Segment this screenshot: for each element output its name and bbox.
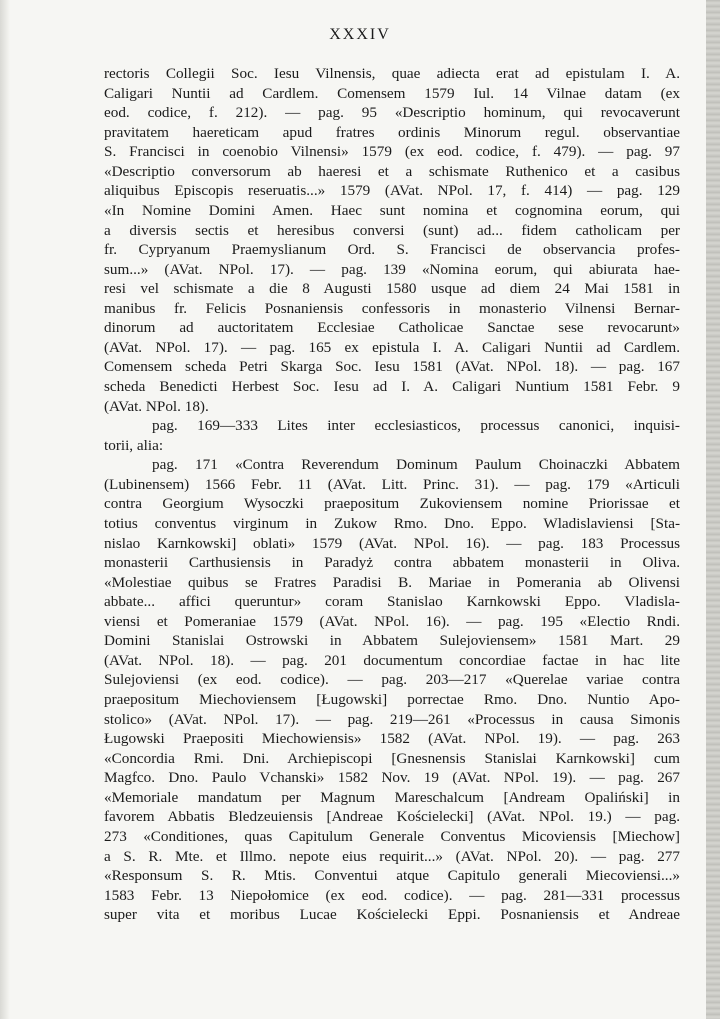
text-line: (AVat. NPol. 17). — pag. 165 ex epistula I. A. Caligari Nuntii ad Cardlem. [104, 338, 680, 356]
text-line: S. Francisci in coenobio Vilnensi» 1579 (ex eod. codice, f. 479). — pag. 97 [104, 143, 680, 161]
text-line: torii, alia: [104, 436, 164, 454]
scan-left-edge [0, 0, 10, 1019]
text-line: «Responsum S. R. Mtis. Conventui atque Capitulo generali Miecoviensi...» [104, 867, 680, 885]
text-line: Sulejoviensi (ex eod. codice). — pag. 203—217 «Querelae variae contra [104, 671, 680, 689]
text-line: «Descriptio conversorum ab haeresi et a schismate Ruthenico et a casibus [104, 162, 680, 180]
text-line: a diversis sectis et heresibus conversi (sunt) ad... fidem catholicam per [104, 221, 680, 239]
text-line: eod. codice, f. 212). — pag. 95 «Descriptio hominum, qui revocaverunt [104, 104, 680, 122]
text-line: (AVat. NPol. 18). [104, 397, 209, 415]
text-line: fr. Cypryanum Praemyslianum Ord. S. Francisci de observancia profes- [104, 241, 680, 259]
text-line: «Molestiae quibus se Fratres Paradisi B. Mariae in Pomerania ab Olivensi [104, 573, 680, 591]
text-line: pravitatem haereticam apud fratres ordinis Minorum regul. observantiae [104, 123, 680, 141]
text-line: abbate... affici queruntur» coram Stanislao Karnkowski Eppo. Vladisla- [104, 593, 680, 611]
text-line: Domini Stanislai Ostrowski in Abbatem Sulejoviensem» 1581 Mart. 29 [104, 632, 680, 650]
text-line: praepositum Miechoviensem [Ługowski] porrectae Rmo. Dno. Nuntio Apo- [104, 691, 680, 708]
text-line: Ługowski Praepositi Miechowiensis» 1582 (AVat. NPol. 19). — pag. 263 [104, 730, 680, 748]
text-line: nislao Karnkowski] oblati» 1579 (AVat. NPol. 16). — pag. 183 Processus [104, 534, 680, 552]
text-line: totius conventus virginum in Zukow Rmo. Dno. Eppo. Wladislaviensi [Sta- [104, 514, 680, 532]
text-line: dinorum ad auctoritatem Ecclesiae Catholicae Sanctae sese revocarunt» [104, 319, 680, 337]
text-line: «Concordia Rmi. Dni. Archiepiscopi [Gnesnensis Stanislai Karnkowski] cum [104, 749, 680, 767]
text-line: favorem Abbatis Bledzeuiensis [Andreae Kościelecki] (AVat. NPol. 19.) — pag. [104, 808, 680, 826]
page-number: XXXIV [329, 26, 391, 43]
text-line: Magfco. Dno. Paulo Vchanski» 1582 Nov. 19 (AVat. NPol. 19). — pag. 267 [104, 769, 680, 787]
text-line: super vita et moribus Lucae Kościelecki Eppi. Posnaniensis et Andreae [104, 906, 680, 924]
text-line: 273 «Conditiones, quas Capitulum Generale Conventus Micoviensis [Miechow] [104, 827, 680, 845]
text-line: rectoris Collegii Soc. Iesu Vilnensis, quae adiecta erat ad epistulam I. A. [104, 65, 680, 82]
text-line: a S. R. Mte. et Illmo. nepote eius requirit...» (AVat. NPol. 20). — pag. 277 [104, 847, 680, 865]
text-line: Comensem scheda Petri Skarga Soc. Iesu 1581 (AVat. NPol. 18). — pag. 167 [104, 358, 680, 376]
text-line: resi vel schismate a die 8 Augusti 1580 usque ad diem 24 Mai 1581 in [104, 280, 680, 298]
text-line: Caligari Nuntii ad Cardlem. Comensem 1579 Iul. 14 Vilnae datam (ex [104, 84, 680, 102]
body-text [104, 64, 680, 925]
text-line: sum...» (AVat. NPol. 17). — pag. 139 «Nomina eorum, qui abiurata hae- [104, 260, 680, 278]
scan-right-edge [706, 0, 720, 1019]
text-line: pag. 171 «Contra Reverendum Dominum Paulum Choinaczki Abbatem [152, 456, 680, 474]
text-line: pag. 169—333 Lites inter ecclesiasticos, processus canonici, inquisi- [152, 417, 680, 435]
text-line: (AVat. NPol. 18). — pag. 201 documentum concordiae factae in hac lite [104, 651, 680, 669]
text-line: viensi et Pomeraniae 1579 (AVat. NPol. 16). — pag. 195 «Electio Rndi. [104, 612, 680, 630]
text-line: «In Nomine Domini Amen. Haec sunt nomina et cognomina eorum, qui [104, 201, 680, 219]
text-line: (Lubinensem) 1566 Febr. 11 (AVat. Litt. Princ. 31). — pag. 179 «Articuli [104, 475, 680, 493]
text-line: scheda Benedicti Herbest Soc. Iesu ad I. A. Caligari Nuntium 1581 Febr. 9 [104, 378, 680, 395]
text-line: contra Georgium Wysoczki praepositum Zukoviensem nomine Priorissae et [104, 495, 680, 513]
text-line: stolico» (AVat. NPol. 17). — pag. 219—261 «Processus in causa Simonis [104, 710, 680, 728]
text-line: aliquibus Episcopis reseruatis...» 1579 (AVat. NPol. 17, f. 414) — pag. 129 [104, 182, 680, 200]
text-line: monasterii Carthusiensis in Paradyż contra abbatem monasterii in Oliva. [104, 554, 680, 572]
text-line: manibus fr. Felicis Posnaniensis confessoris in monasterio Vilnensi Bernar- [104, 299, 680, 317]
text-line: «Memoriale mandatum per Magnum Mareschalcum [Andream Opaliński] in [104, 788, 680, 806]
text-line: 1583 Febr. 13 Niepołomice (ex eod. codice). — pag. 281—331 processus [104, 886, 680, 904]
